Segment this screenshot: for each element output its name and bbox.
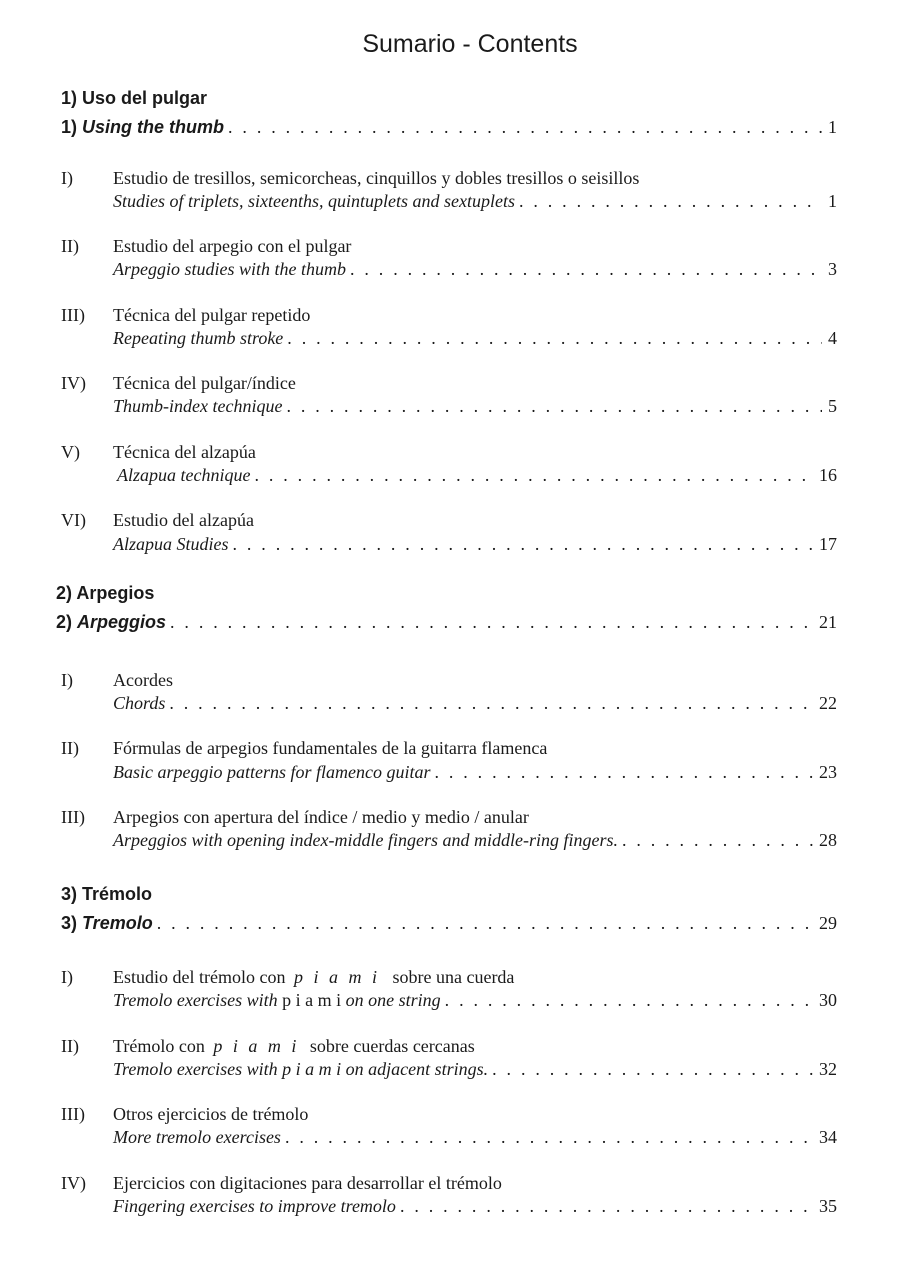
dot-leader xyxy=(170,612,813,633)
item-title-en: Alzapua technique xyxy=(117,465,251,485)
section-heading-es: 2) Arpegios xyxy=(56,583,155,603)
item-numeral: II) xyxy=(61,738,79,758)
page-number: 1 xyxy=(828,191,837,211)
fingering-pattern: p i a m i xyxy=(282,990,342,1010)
item-numeral: IV) xyxy=(61,373,86,393)
page-number: 28 xyxy=(819,830,837,850)
page-number: 35 xyxy=(819,1196,837,1216)
item-title-es: Estudio del alzapúa xyxy=(113,510,254,530)
section-heading-es: 3) Trémolo xyxy=(61,884,153,904)
dot-leader xyxy=(445,990,813,1011)
toc-item-row[interactable] xyxy=(113,534,837,555)
toc-item-row[interactable] xyxy=(113,693,837,714)
dot-leader xyxy=(400,1196,813,1217)
dot-leader xyxy=(254,465,813,486)
item-title-en: Studies of triplets, sixteenths, quintuplets and sextuplets xyxy=(113,191,515,211)
dot-leader xyxy=(233,534,814,555)
toc-section-row[interactable] xyxy=(61,913,837,934)
toc-section-row[interactable] xyxy=(56,612,837,633)
page-number: 16 xyxy=(819,465,837,485)
page-number: 1 xyxy=(828,117,837,137)
item-numeral: III) xyxy=(61,1104,85,1124)
toc-item-row[interactable] xyxy=(113,328,837,349)
dot-leader xyxy=(492,1059,813,1080)
page-number: 23 xyxy=(819,762,837,782)
fingering-pattern: p i a m i xyxy=(293,967,380,987)
item-title-es: Arpegios con apertura del índice / medio y medio / anular xyxy=(113,807,529,827)
dot-leader xyxy=(228,117,822,138)
page-number: 3 xyxy=(828,259,837,279)
item-title-es: Trémolo con p i a m i sobre cuerdas cercanas xyxy=(113,1036,475,1056)
item-title-es: Ejercicios con digitaciones para desarrollar el trémolo xyxy=(113,1173,502,1193)
item-title-es: Fórmulas de arpegios fundamentales de la guitarra flamenca xyxy=(113,738,548,758)
item-numeral: III) xyxy=(61,305,85,325)
section-heading-es: 1) Uso del pulgar xyxy=(61,88,208,108)
item-numeral: II) xyxy=(61,236,79,256)
dot-leader xyxy=(286,396,822,417)
toc-item-row[interactable] xyxy=(117,465,837,486)
item-title-en: Alzapua Studies xyxy=(113,534,229,554)
item-title-es: Otros ejercicios de trémolo xyxy=(113,1104,309,1124)
item-title-en: Tremolo exercises with p i a m i on adjacent strings. xyxy=(113,1059,489,1079)
page-number: 4 xyxy=(828,328,837,348)
toc-item-row[interactable] xyxy=(113,762,837,783)
page-number: 32 xyxy=(819,1059,837,1079)
section-heading-en: 2) Arpeggios xyxy=(56,612,167,632)
item-title-en: More tremolo exercises xyxy=(113,1127,281,1147)
item-numeral: III) xyxy=(61,807,85,827)
page-number: 5 xyxy=(828,396,837,416)
page-number: 29 xyxy=(819,913,837,933)
item-numeral: I) xyxy=(61,967,73,987)
page-title: Sumario - Contents xyxy=(362,30,578,58)
item-numeral: I) xyxy=(61,670,73,690)
page-number: 17 xyxy=(819,534,837,554)
item-title-es: Acordes xyxy=(113,670,173,690)
fingering-pattern: p i a m i xyxy=(213,1036,300,1056)
item-title-en: Arpeggios with opening index-middle fingers and middle-ring fingers. xyxy=(113,830,618,850)
item-title-es: Estudio del trémolo con p i a m i sobre una cuerda xyxy=(113,967,515,987)
page-number: 21 xyxy=(819,612,837,632)
item-numeral: IV) xyxy=(61,1173,86,1193)
toc-item-row[interactable] xyxy=(113,990,837,1011)
item-title-en: Arpeggio studies with the thumb xyxy=(113,259,346,279)
toc-item-row[interactable] xyxy=(113,191,837,212)
section-heading-en: 1) Using the thumb xyxy=(61,117,225,137)
dot-leader xyxy=(434,762,813,783)
dot-leader xyxy=(287,328,822,349)
item-numeral: I) xyxy=(61,168,73,188)
toc-item-row[interactable] xyxy=(113,830,837,851)
dot-leader xyxy=(519,191,822,212)
dot-leader xyxy=(285,1127,813,1148)
item-numeral: VI) xyxy=(61,510,86,530)
item-title-en: Chords xyxy=(113,693,166,713)
toc-item-row[interactable] xyxy=(113,1127,837,1148)
dot-leader xyxy=(169,693,813,714)
item-title-es: Técnica del pulgar repetido xyxy=(113,305,311,325)
page-number: 30 xyxy=(819,990,837,1010)
toc-item-row[interactable] xyxy=(113,1059,837,1080)
item-title-en: Tremolo exercises with p i a m i on one string xyxy=(113,990,441,1010)
toc-item-row[interactable] xyxy=(113,396,837,417)
item-title-en: Fingering exercises to improve tremolo xyxy=(113,1196,396,1216)
item-title-en: Repeating thumb stroke xyxy=(113,328,284,348)
section-heading-en: 3) Tremolo xyxy=(61,913,153,933)
dot-leader xyxy=(350,259,822,280)
toc-item-row[interactable] xyxy=(113,259,837,280)
page-number: 22 xyxy=(819,693,837,713)
item-title-es: Estudio de tresillos, semicorcheas, cinquillos y dobles tresillos o seisillos xyxy=(113,168,640,188)
item-title-es: Estudio del arpegio con el pulgar xyxy=(113,236,352,256)
dot-leader xyxy=(622,830,813,851)
item-numeral: V) xyxy=(61,442,80,462)
dot-leader xyxy=(157,913,813,934)
toc-item-row[interactable] xyxy=(113,1196,837,1217)
item-title-es: Técnica del alzapúa xyxy=(113,442,256,462)
toc-section-row[interactable] xyxy=(61,117,837,138)
item-title-en: Thumb-index technique xyxy=(113,396,283,416)
item-numeral: II) xyxy=(61,1036,79,1056)
item-title-en: Basic arpeggio patterns for flamenco guitar xyxy=(113,762,431,782)
page-number: 34 xyxy=(819,1127,837,1147)
item-title-es: Técnica del pulgar/índice xyxy=(113,373,296,393)
